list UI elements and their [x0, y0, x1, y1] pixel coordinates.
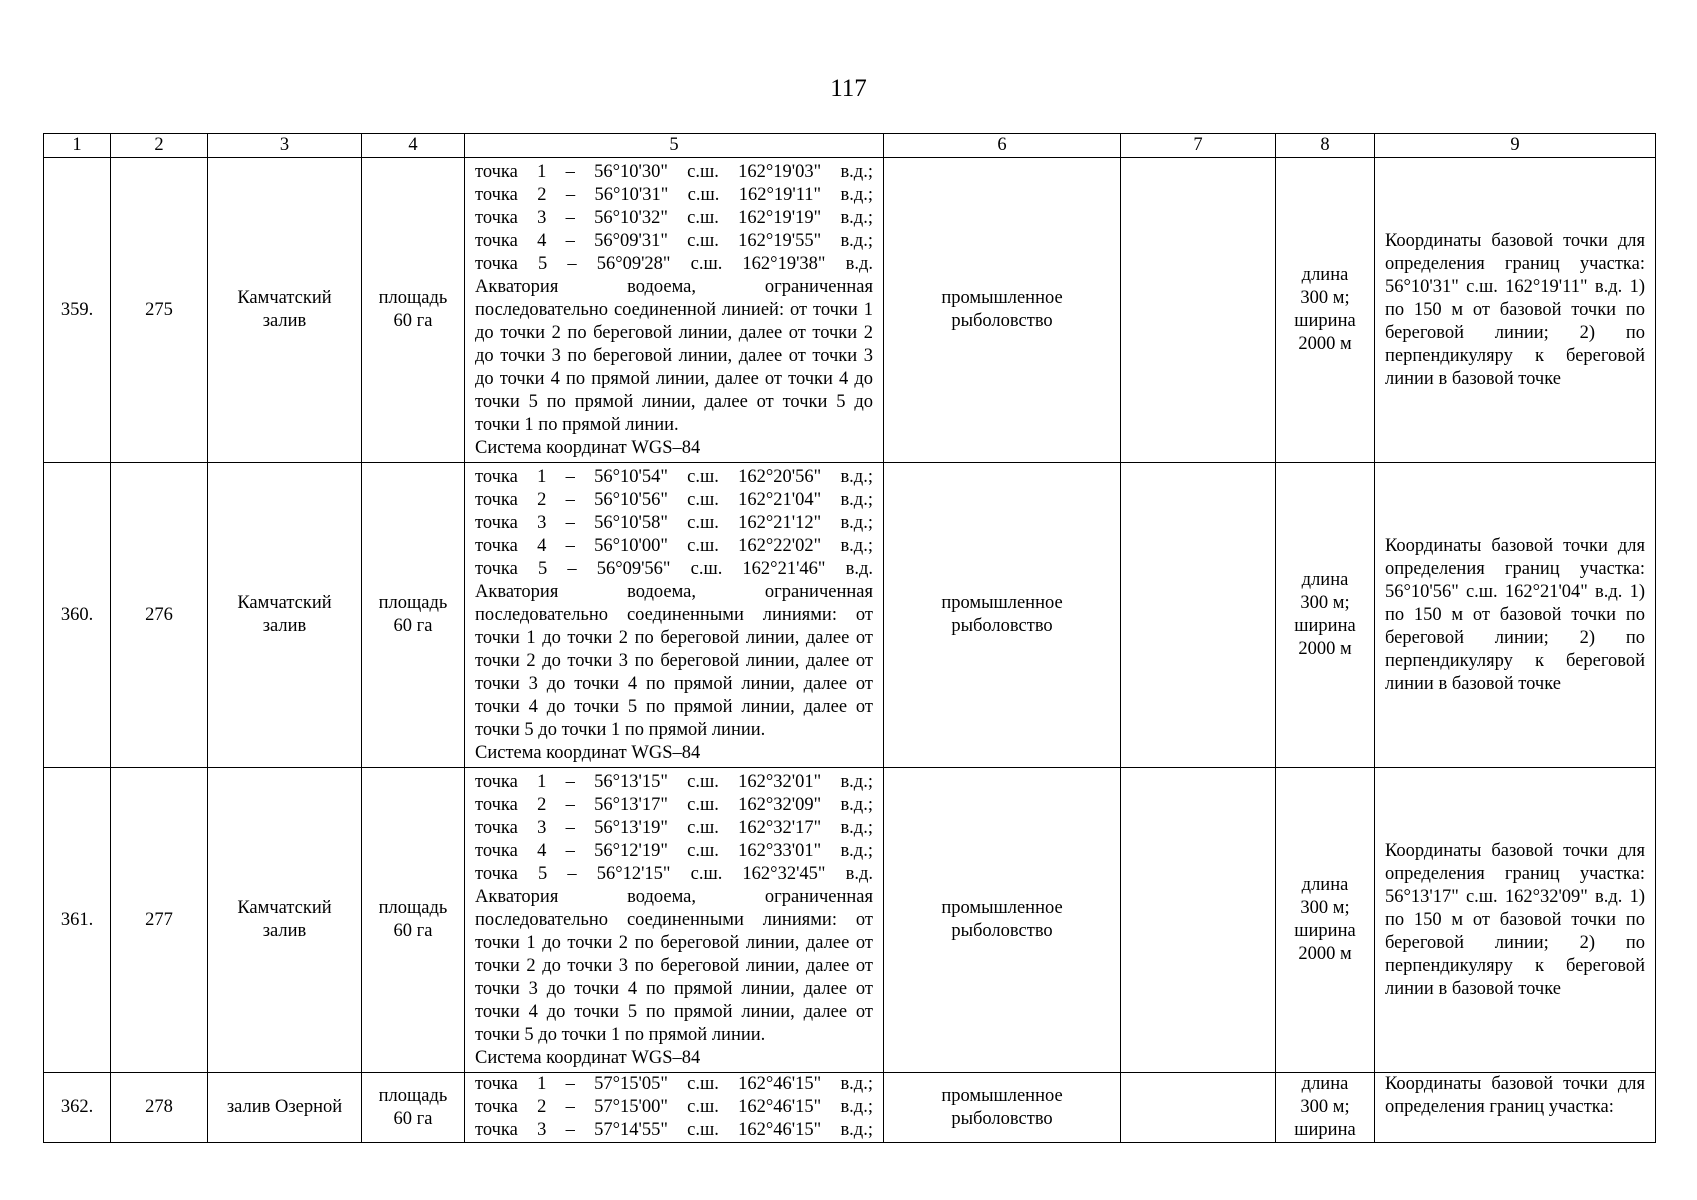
- site-area: площадь 60 га: [362, 1073, 465, 1143]
- header-cell: 8: [1276, 134, 1375, 158]
- header-cell: 1: [44, 134, 111, 158]
- row-number: 361.: [44, 768, 111, 1073]
- boundary-point: точка 5 – 56°09'56" с.ш. 162°21'46" в.д.: [475, 558, 873, 579]
- boundary-text: Акватория водоема, ограниченная последовательно соединенными линиями: от точки 1 до точки 2 по береговой линии, далее от точки 2 до точки 3 по береговой линии, далее от точки 3 до точки 4 по прямой линии, далее от точки 4 до точки 5 по прямой линии, далее от точки 5 до точки 1 по прямой линии.: [475, 886, 873, 1045]
- base-point-note: Координаты базовой точки для определения границ участка: 56°10'56" с.ш. 162°21'04" в.д. 1) по 150 м от базовой точки по береговой линии; 2) по перпендикуляру к береговой линии в базовой точке: [1375, 463, 1656, 768]
- site-location: Камчатский залив: [208, 158, 362, 463]
- site-location: Камчатский залив: [208, 768, 362, 1073]
- registry-table: [43, 133, 1656, 1143]
- site-size: длина 300 м; ширина 2000 м: [1276, 158, 1375, 463]
- boundary-point: точка 5 – 56°12'15" с.ш. 162°32'45" в.д.: [475, 863, 873, 884]
- coordinate-system: Система координат WGS–84: [475, 1047, 701, 1068]
- boundary-point: точка 2 – 56°13'17" с.ш. 162°32'09" в.д.;: [475, 794, 873, 815]
- site-id: 276: [111, 463, 208, 768]
- row-number: 360.: [44, 463, 111, 768]
- column-7-value: [1121, 158, 1276, 463]
- boundary-text: Акватория водоема, ограниченная последовательно соединенными линиями: от точки 1 до точки 2 по береговой линии, далее от точки 2 до точки 3 по береговой линии, далее от точки 3 до точки 4 по прямой линии, далее от точки 4 до точки 5 по прямой линии, далее от точки 5 до точки 1 по прямой линии.: [475, 581, 873, 740]
- boundary-point: точка 4 – 56°10'00" с.ш. 162°22'02" в.д.;: [475, 535, 873, 556]
- column-7-value: [1121, 463, 1276, 768]
- site-id: 275: [111, 158, 208, 463]
- boundary-point: точка 1 – 56°13'15" с.ш. 162°32'01" в.д.;: [475, 771, 873, 792]
- header-cell: 3: [208, 134, 362, 158]
- base-point-note: Координаты базовой точки для определения границ участка: 56°13'17" с.ш. 162°32'09" в.д. 1) по 150 м от базовой точки по береговой линии; 2) по перпендикуляру к береговой линии в базовой точке: [1375, 768, 1656, 1073]
- header-cell: 5: [465, 134, 884, 158]
- header-cell: 4: [362, 134, 465, 158]
- site-purpose: промышленное рыболовство: [884, 768, 1121, 1073]
- boundary-point: точка 2 – 57°15'00" с.ш. 162°46'15" в.д.;: [475, 1097, 873, 1117]
- site-size: длина 300 м; ширина 2000 м: [1276, 463, 1375, 768]
- header-cell: 9: [1375, 134, 1656, 158]
- boundary-point: точка 2 – 56°10'31" с.ш. 162°19'11" в.д.;: [475, 184, 873, 205]
- site-area: площадь 60 га: [362, 158, 465, 463]
- coordinate-system: Система координат WGS–84: [475, 742, 701, 763]
- table-row: [44, 158, 1656, 463]
- boundary-description: [465, 463, 884, 768]
- boundary-point: точка 3 – 56°13'19" с.ш. 162°32'17" в.д.;: [475, 817, 873, 838]
- boundary-point: точка 3 – 56°10'58" с.ш. 162°21'12" в.д.;: [475, 512, 873, 533]
- site-area: площадь 60 га: [362, 463, 465, 768]
- header-cell: 6: [884, 134, 1121, 158]
- boundary-description: [465, 768, 884, 1073]
- boundary-point: точка 4 – 56°12'19" с.ш. 162°33'01" в.д.;: [475, 840, 873, 861]
- header-cell: 2: [111, 134, 208, 158]
- site-location: Камчатский залив: [208, 463, 362, 768]
- boundary-point: точка 1 – 56°10'54" с.ш. 162°20'56" в.д.;: [475, 466, 873, 487]
- table-row: [44, 768, 1656, 1073]
- boundary-point: точка 3 – 57°14'55" с.ш. 162°46'15" в.д.;: [475, 1120, 873, 1140]
- header-cell: 7: [1121, 134, 1276, 158]
- site-purpose: промышленное рыболовство: [884, 1073, 1121, 1143]
- table-row: [44, 463, 1656, 768]
- boundary-point: точка 1 – 57°15'05" с.ш. 162°46'15" в.д.;: [475, 1074, 873, 1094]
- boundary-description: [465, 1073, 884, 1143]
- site-purpose: промышленное рыболовство: [884, 463, 1121, 768]
- boundary-description: [465, 158, 884, 463]
- base-point-note: Координаты базовой точки для определения границ участка: 56°10'31" с.ш. 162°19'11" в.д. 1) по 150 м от базовой точки по береговой линии; 2) по перпендикуляру к береговой линии в базовой точке: [1375, 158, 1656, 463]
- boundary-point: точка 2 – 56°10'56" с.ш. 162°21'04" в.д.;: [475, 489, 873, 510]
- boundary-text: Акватория водоема, ограниченная последовательно соединенной линией: от точки 1 до точки 2 по береговой линии, далее от точки 2 до точки 3 по береговой линии, далее от точки 3 до точки 4 по прямой линии, далее от точки 4 до точки 5 по прямой линии, далее от точки 5 до точки 1 по прямой линии.: [475, 276, 873, 435]
- site-id: 278: [111, 1073, 208, 1143]
- site-size: длина 300 м; ширина 2000 м: [1276, 768, 1375, 1073]
- table-row: [44, 1073, 1656, 1143]
- column-7-value: [1121, 1073, 1276, 1143]
- site-area: площадь 60 га: [362, 768, 465, 1073]
- page-number: 117: [830, 75, 867, 102]
- site-size: длина 300 м; ширина: [1276, 1073, 1375, 1143]
- row-number: 359.: [44, 158, 111, 463]
- header-row: [44, 134, 1656, 158]
- row-number: 362.: [44, 1073, 111, 1143]
- coordinate-system: Система координат WGS–84: [475, 437, 701, 458]
- site-id: 277: [111, 768, 208, 1073]
- boundary-point: точка 5 – 56°09'28" с.ш. 162°19'38" в.д.: [475, 253, 873, 274]
- base-point-note: Координаты базовой точки для определения границ участка:: [1375, 1073, 1656, 1143]
- boundary-point: точка 4 – 56°09'31" с.ш. 162°19'55" в.д.;: [475, 230, 873, 251]
- site-location: залив Озерной: [208, 1073, 362, 1143]
- site-purpose: промышленное рыболовство: [884, 158, 1121, 463]
- boundary-point: точка 3 – 56°10'32" с.ш. 162°19'19" в.д.;: [475, 207, 873, 228]
- column-7-value: [1121, 768, 1276, 1073]
- boundary-point: точка 1 – 56°10'30" с.ш. 162°19'03" в.д.;: [475, 161, 873, 182]
